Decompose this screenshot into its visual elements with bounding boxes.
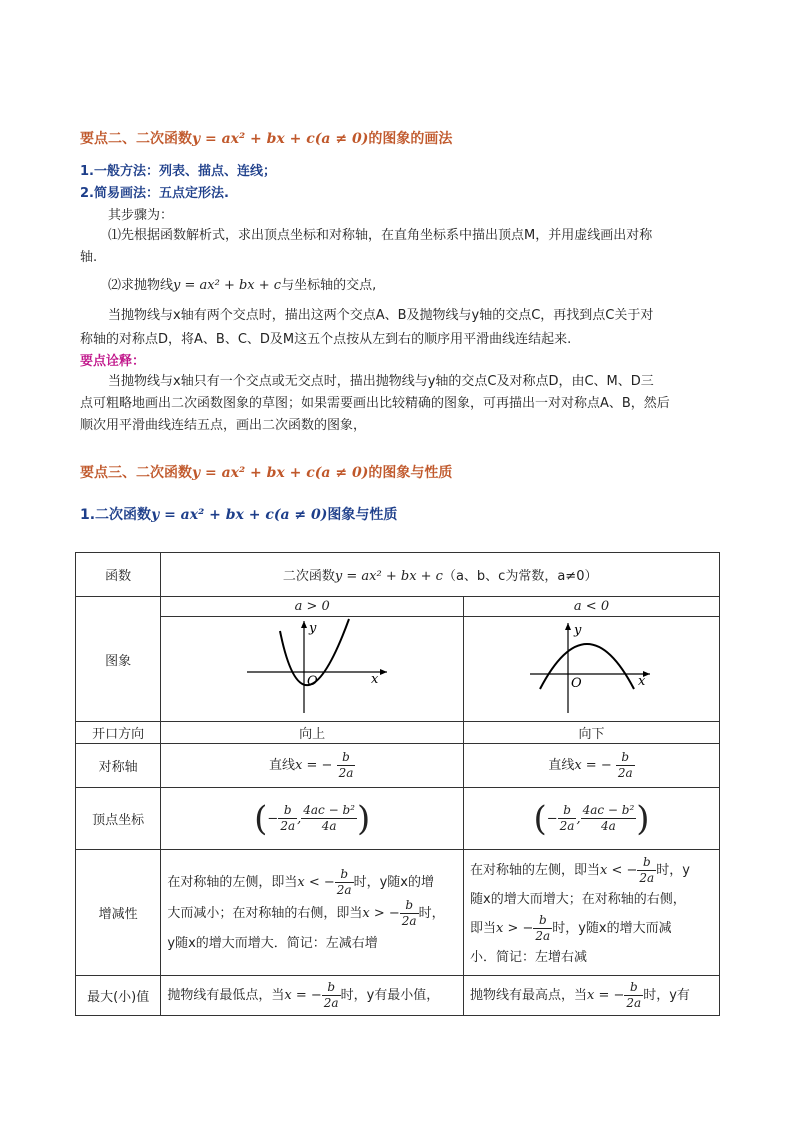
fraction: $\frac{b}{2a}$ xyxy=(639,854,655,885)
table-row-extreme xyxy=(76,976,720,1016)
note-label: 要点诠释： xyxy=(80,354,146,369)
x-axis-label: x xyxy=(371,672,379,687)
case-a-positive: a > 0 xyxy=(161,597,464,617)
table-row-axis xyxy=(76,744,720,788)
fraction: $\frac{b}{2a}$ xyxy=(401,897,417,928)
row-label-axis: 对称轴 xyxy=(76,744,161,788)
fraction: $\frac{b}{2a}$ xyxy=(336,866,352,897)
graph-cell-negative xyxy=(464,617,720,722)
y-axis-arrow xyxy=(301,621,307,628)
properties-table xyxy=(75,552,720,1016)
parabola-down-graph xyxy=(464,617,719,717)
extreme-positive: 抛物线有最低点，当x = − $\frac{b}{2a}$ 时，y有最小值， xyxy=(161,976,464,1016)
opening-down: 向下 xyxy=(464,722,720,744)
para2-line-c: 顺次用平滑曲线连结五点，画出二次函数的图象， xyxy=(80,418,367,433)
method-2: 2.简易画法：五点定形法. xyxy=(80,186,229,201)
y-axis-label: y xyxy=(574,623,582,638)
method-1: 1.一般方法：列表、描点、连线； xyxy=(80,164,276,179)
table-row-monotonic xyxy=(76,850,720,976)
function-definition: 二次函数y = ax² + bx + c（a、b、c为常数，a≠0） xyxy=(161,553,720,597)
fraction: $\frac{b}{2a}$ xyxy=(535,912,551,943)
monotonic-negative: 在对称轴的左侧，即当x < − $\frac{b}{2a}$ 时，y 随x的增大而增大；在对称轴的右侧， 即当x > − $\frac{b}{2a}$ 时，y随x的增大而减 小．简记：左增右减 xyxy=(464,850,720,976)
fraction: $\frac{b}{2a}$ xyxy=(559,803,575,833)
vertex-positive: (− $\frac{b}{2a}$ , $\frac{\text{4ac − b²}}{4a}$ ) xyxy=(161,788,464,850)
steps-intro: 其步骤为： xyxy=(108,208,174,223)
fraction: $\frac{\text{4ac − b²}}{4a}$ xyxy=(303,803,355,833)
row-label-monotonic: 增减性 xyxy=(76,850,161,976)
row-label-graph: 图象 xyxy=(76,597,161,722)
fraction: $\frac{b}{2a}$ xyxy=(280,803,296,833)
para1-line-a: 当抛物线与x轴有两个交点时，描出这两个交点A、B及抛物线与y轴的交点C，再找到点C关于对 xyxy=(108,308,654,323)
fraction: $\frac{b}{2a}$ xyxy=(626,980,642,1010)
row-label-extreme: 最大(小)值 xyxy=(76,976,161,1016)
section2-heading: 要点二、二次函数y = ax² + bx + c(a ≠ 0)的图象的画法 xyxy=(80,131,453,147)
parabola-curve xyxy=(540,644,634,689)
table-row-graphs xyxy=(76,617,720,722)
step-2: ⑵求抛物线y = ax² + bx + c与坐标轴的交点, xyxy=(108,278,377,293)
fraction: $\frac{\text{4ac − b²}}{4a}$ xyxy=(582,803,635,833)
step-1-line-b: 轴. xyxy=(80,250,98,265)
origin-label: O xyxy=(571,676,582,691)
extreme-negative: 抛物线有最高点，当x = − $\frac{b}{2a}$ 时，y有 xyxy=(464,976,720,1016)
para1-line-b: 称轴的对称点D，将A、B、C、D及M这五个点按从左到右的顺序用平滑曲线连结起来. xyxy=(80,332,572,347)
monotonic-positive: 在对称轴的左侧，即当x < − $\frac{b}{2a}$ 时，y随x的增 大而减小；在对称轴的右侧，即当x > − $\frac{b}{2a}$ 时， y随x的增大而增大．简记：左减右增 xyxy=(161,850,464,976)
x-axis-arrow xyxy=(380,669,387,675)
y-axis-arrow xyxy=(565,623,571,630)
para2-line-a: 当抛物线与x轴只有一个交点或无交点时，描出抛物线与y轴的交点C及对称点D，由C、M、D三 xyxy=(108,374,654,389)
table-row-opening xyxy=(76,722,720,744)
row-label-vertex: 顶点坐标 xyxy=(76,788,161,850)
fraction: $\frac{b}{2a}$ xyxy=(617,750,633,780)
axis-negative: 直线x = − $\frac{b}{2a}$ xyxy=(464,744,720,788)
para2-line-b: 点可粗略地画出二次函数图象的草图；如果需要画出比较精确的图象，可再描出一对对称点A、B，然后 xyxy=(80,396,670,411)
vertex-negative: (− $\frac{b}{2a}$ , $\frac{\text{4ac − b²}}{4a}$ ) xyxy=(464,788,720,850)
section3-heading: 要点三、二次函数y = ax² + bx + c(a ≠ 0)的图象与性质 xyxy=(80,465,453,481)
row-label-opening: 开口方向 xyxy=(76,722,161,744)
step-1-line-a: ⑴先根据函数解析式，求出顶点坐标和对称轴，在直角坐标系中描出顶点M，并用虚线画出对称 xyxy=(108,228,653,243)
fraction: $\frac{b}{2a}$ xyxy=(338,750,354,780)
y-axis-label: y xyxy=(309,621,317,636)
fraction: $\frac{b}{2a}$ xyxy=(323,980,339,1010)
case-a-negative: a < 0 xyxy=(464,597,720,617)
subsection-heading: 1.二次函数y = ax² + bx + c(a ≠ 0)图象与性质 xyxy=(80,507,398,523)
table-row-function xyxy=(76,553,720,597)
table-row-vertex xyxy=(76,788,720,850)
origin-label: O xyxy=(307,674,318,689)
row-label-function: 函数 xyxy=(76,553,161,597)
x-axis-label: x xyxy=(638,674,646,689)
axis-positive: 直线x = − $\frac{b}{2a}$ xyxy=(161,744,464,788)
opening-up: 向上 xyxy=(161,722,464,744)
graph-cell-positive xyxy=(161,617,464,722)
parabola-up-graph xyxy=(167,617,457,717)
table-row-cases xyxy=(76,597,720,617)
